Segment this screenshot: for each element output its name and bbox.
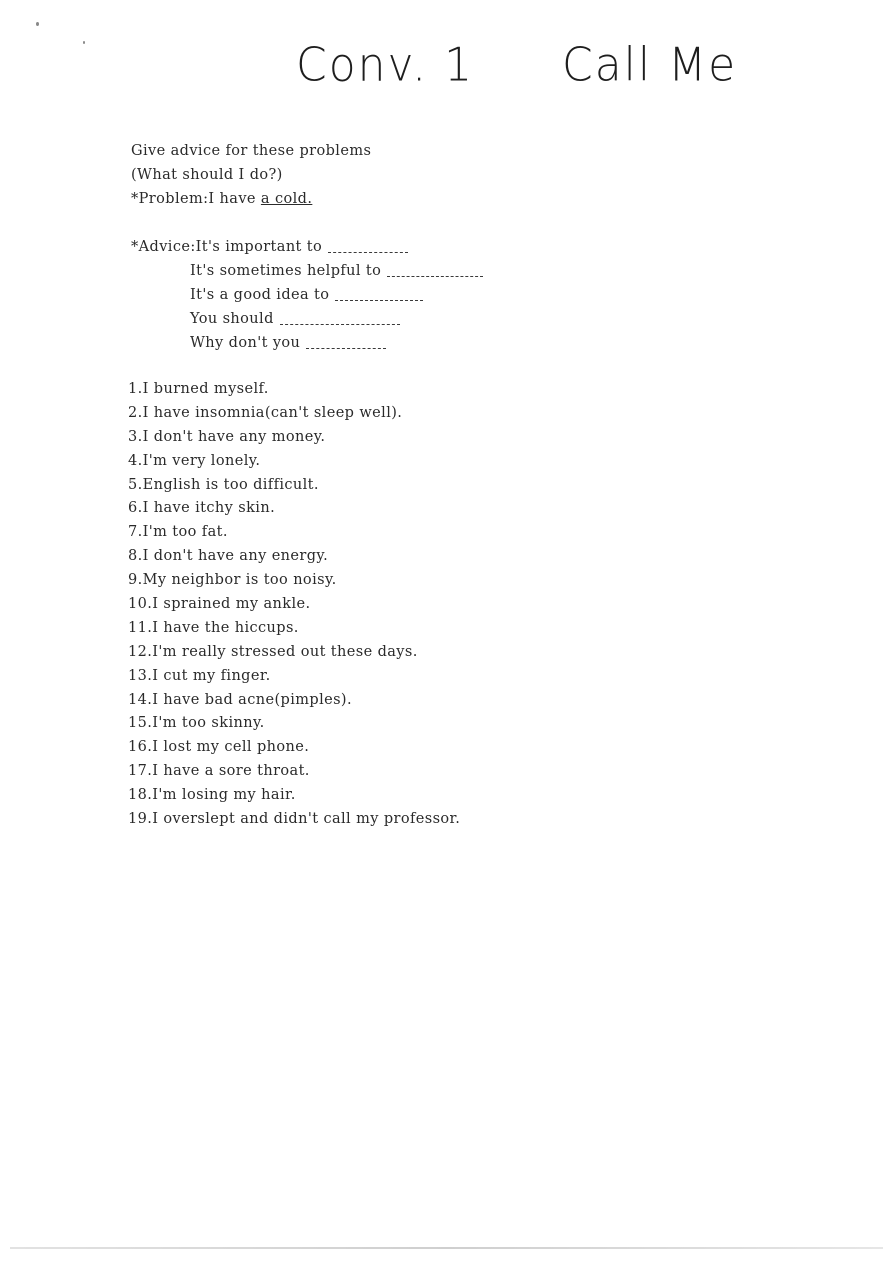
problem-example bbox=[131, 187, 371, 211]
advice-line-2 bbox=[131, 259, 483, 283]
list-item: 12.I'm really stressed out these days. bbox=[128, 643, 418, 660]
question-text: (What should I do?) bbox=[131, 167, 283, 183]
advice-phrase: It's a good idea to bbox=[190, 287, 330, 303]
advice-line-1 bbox=[131, 235, 483, 259]
list-item: 1.I burned myself. bbox=[128, 381, 269, 397]
intro-block bbox=[131, 139, 371, 211]
advice-block bbox=[131, 235, 483, 355]
answer-blank bbox=[280, 324, 400, 325]
list-item: 16.I lost my cell phone. bbox=[128, 739, 310, 756]
answer-blank bbox=[306, 348, 386, 349]
list-item: 18.I'm losing my hair. bbox=[128, 787, 296, 804]
scan-edge-line bbox=[10, 1247, 883, 1249]
advice-line-3 bbox=[131, 283, 483, 307]
problem-label: *Problem:I have bbox=[131, 191, 261, 207]
advice-phrase: It's sometimes helpful to bbox=[190, 263, 382, 279]
list-item: 10.I sprained my ankle. bbox=[128, 596, 311, 613]
list-item: 6.I have itchy skin. bbox=[128, 500, 276, 517]
list-item: 13.I cut my finger. bbox=[128, 667, 271, 684]
list-item: 19.I overslept and didn't call my professor. bbox=[128, 811, 461, 828]
list-item: 5.English is too difficult. bbox=[128, 476, 319, 493]
list-item: 9.My neighbor is too noisy. bbox=[128, 572, 337, 589]
list-item: 2.I have insomnia(can't sleep well). bbox=[128, 404, 403, 421]
problem-value: a cold. bbox=[260, 191, 313, 207]
advice-phrase: It's important to bbox=[195, 239, 323, 255]
list-item: 17.I have a sore throat. bbox=[128, 763, 310, 780]
answer-blank bbox=[387, 276, 483, 277]
advice-label: *Advice: bbox=[131, 239, 196, 255]
advice-line-5 bbox=[131, 331, 483, 355]
list-item: 14.I have bad acne(pimples). bbox=[128, 691, 352, 708]
list-item: 3.I don't have any money. bbox=[128, 428, 326, 445]
scan-speck bbox=[36, 22, 39, 26]
handwritten-course-label: Conv. 1 bbox=[296, 38, 475, 93]
list-item: 11.I have the hiccups. bbox=[128, 619, 299, 636]
advice-phrase: Why don't you bbox=[190, 335, 301, 351]
problem-list bbox=[128, 378, 460, 832]
scan-speck bbox=[83, 41, 85, 44]
list-item: 15.I'm too skinny. bbox=[128, 715, 265, 732]
instruction-text: Give advice for these problems bbox=[131, 143, 372, 159]
list-item: 7.I'm too fat. bbox=[128, 524, 228, 541]
handwritten-title: Call Me bbox=[562, 38, 738, 93]
list-item: 4.I'm very lonely. bbox=[128, 452, 261, 469]
list-item: 8.I don't have any energy. bbox=[128, 548, 329, 565]
answer-blank bbox=[335, 300, 423, 301]
advice-line-4 bbox=[131, 307, 483, 331]
advice-phrase: You should bbox=[190, 311, 274, 327]
answer-blank bbox=[328, 252, 408, 253]
